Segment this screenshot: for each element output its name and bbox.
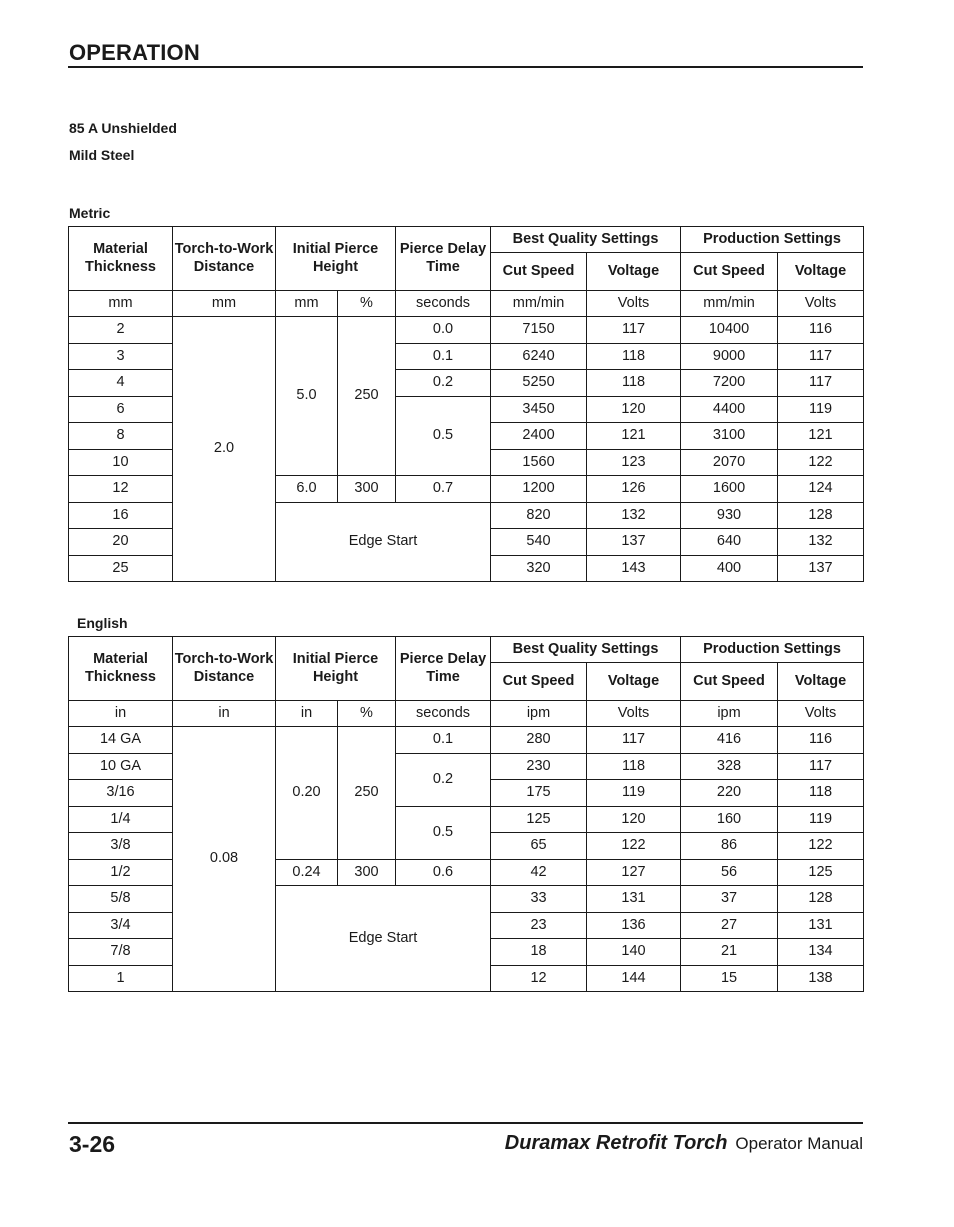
bq-speed-cell: 42 — [491, 859, 587, 886]
unit-cell: ipm — [491, 701, 587, 727]
bq-voltage-cell: 140 — [587, 939, 681, 966]
pr-speed-cell: 10400 — [681, 317, 778, 344]
pr-speed-cell: 4400 — [681, 396, 778, 423]
pierce-percent-cell: 250 — [338, 727, 396, 860]
unit-cell: seconds — [396, 291, 491, 317]
bq-voltage-cell: 136 — [587, 912, 681, 939]
pr-voltage-cell: 118 — [778, 780, 864, 807]
pierce-height-cell: 5.0 — [276, 317, 338, 476]
thickness-cell: 4 — [69, 370, 173, 397]
bq-voltage-cell: 120 — [587, 396, 681, 423]
english-caption: English — [77, 615, 128, 631]
header-torch-to-work: Torch-to-Work Distance — [173, 637, 276, 701]
pierce-percent-cell: 300 — [338, 859, 396, 886]
bq-voltage-cell: 144 — [587, 965, 681, 992]
pr-voltage-cell: 131 — [778, 912, 864, 939]
pr-speed-cell: 3100 — [681, 423, 778, 450]
bq-voltage-cell: 121 — [587, 423, 681, 450]
footer-product — [505, 1132, 863, 1155]
unit-cell: Volts — [587, 291, 681, 317]
delay-cell: 0.5 — [396, 396, 491, 476]
pr-voltage-cell: 117 — [778, 753, 864, 780]
bq-voltage-cell: 118 — [587, 343, 681, 370]
unit-cell: % — [338, 701, 396, 727]
header-best-quality: Best Quality Settings — [491, 637, 681, 663]
manual-name: Operator Manual — [735, 1134, 863, 1153]
thickness-cell: 6 — [69, 396, 173, 423]
thickness-cell: 10 GA — [69, 753, 173, 780]
metric-caption: Metric — [69, 205, 111, 221]
page-title: OPERATION — [69, 40, 200, 65]
bq-voltage-cell: 118 — [587, 370, 681, 397]
delay-cell: 0.0 — [396, 317, 491, 344]
thickness-cell: 2 — [69, 317, 173, 344]
header-initial-pierce-height: Initial Pierce Height — [276, 637, 396, 701]
bq-speed-cell: 5250 — [491, 370, 587, 397]
units-row — [69, 701, 864, 727]
pr-voltage-cell: 125 — [778, 859, 864, 886]
thickness-cell: 3/8 — [69, 833, 173, 860]
pr-speed-cell: 640 — [681, 529, 778, 556]
thickness-cell: 3 — [69, 343, 173, 370]
bq-speed-cell: 820 — [491, 502, 587, 529]
unit-cell: mm — [69, 291, 173, 317]
pr-speed-cell: 7200 — [681, 370, 778, 397]
pr-speed-cell: 37 — [681, 886, 778, 913]
bq-speed-cell: 65 — [491, 833, 587, 860]
table-row — [69, 317, 864, 344]
bq-speed-cell: 3450 — [491, 396, 587, 423]
unit-cell: in — [276, 701, 338, 727]
unit-cell: % — [338, 291, 396, 317]
bq-voltage-cell: 126 — [587, 476, 681, 503]
pr-voltage-cell: 117 — [778, 370, 864, 397]
pr-speed-cell: 220 — [681, 780, 778, 807]
unit-cell: in — [69, 701, 173, 727]
table-row — [69, 727, 864, 754]
unit-cell: Volts — [778, 291, 864, 317]
footer-rule — [68, 1122, 863, 1124]
header-cut-speed: Cut Speed — [681, 663, 778, 701]
units-row — [69, 291, 864, 317]
pr-voltage-cell: 134 — [778, 939, 864, 966]
pr-speed-cell: 160 — [681, 806, 778, 833]
thickness-cell: 8 — [69, 423, 173, 450]
pr-speed-cell: 328 — [681, 753, 778, 780]
pr-speed-cell: 416 — [681, 727, 778, 754]
bq-speed-cell: 18 — [491, 939, 587, 966]
pr-speed-cell: 27 — [681, 912, 778, 939]
edge-start-cell: Edge Start — [276, 502, 491, 582]
bq-speed-cell: 7150 — [491, 317, 587, 344]
pierce-percent-cell: 250 — [338, 317, 396, 476]
delay-cell: 0.1 — [396, 727, 491, 754]
delay-cell: 0.1 — [396, 343, 491, 370]
header-material-thickness: Material Thickness — [69, 637, 173, 701]
unit-cell: mm/min — [681, 291, 778, 317]
pr-voltage-cell: 121 — [778, 423, 864, 450]
header-initial-pierce-height: Initial Pierce Height — [276, 227, 396, 291]
bq-speed-cell: 1560 — [491, 449, 587, 476]
delay-cell: 0.6 — [396, 859, 491, 886]
thickness-cell: 20 — [69, 529, 173, 556]
pr-voltage-cell: 119 — [778, 806, 864, 833]
pr-voltage-cell: 132 — [778, 529, 864, 556]
pr-voltage-cell: 122 — [778, 449, 864, 476]
bq-voltage-cell: 132 — [587, 502, 681, 529]
thickness-cell: 14 GA — [69, 727, 173, 754]
english-table — [68, 636, 864, 992]
bq-voltage-cell: 143 — [587, 555, 681, 582]
bq-voltage-cell: 118 — [587, 753, 681, 780]
bq-speed-cell: 125 — [491, 806, 587, 833]
bq-voltage-cell: 137 — [587, 529, 681, 556]
pierce-percent-cell: 300 — [338, 476, 396, 503]
thickness-cell: 10 — [69, 449, 173, 476]
header-pierce-delay: Pierce Delay Time — [396, 227, 491, 291]
pierce-height-cell: 6.0 — [276, 476, 338, 503]
header-torch-to-work: Torch-to-Work Distance — [173, 227, 276, 291]
header-voltage: Voltage — [587, 663, 681, 701]
header-voltage: Voltage — [778, 253, 864, 291]
header-voltage: Voltage — [587, 253, 681, 291]
thickness-cell: 5/8 — [69, 886, 173, 913]
thickness-cell: 7/8 — [69, 939, 173, 966]
header-cut-speed: Cut Speed — [491, 253, 587, 291]
bq-voltage-cell: 127 — [587, 859, 681, 886]
thickness-cell: 1/2 — [69, 859, 173, 886]
product-name: Duramax Retrofit Torch — [504, 1132, 728, 1154]
unit-cell: Volts — [587, 701, 681, 727]
bq-speed-cell: 2400 — [491, 423, 587, 450]
pr-voltage-cell: 122 — [778, 833, 864, 860]
pr-speed-cell: 56 — [681, 859, 778, 886]
pierce-height-cell: 0.24 — [276, 859, 338, 886]
pr-voltage-cell: 116 — [778, 317, 864, 344]
header-material-thickness: Material Thickness — [69, 227, 173, 291]
thickness-cell: 1/4 — [69, 806, 173, 833]
unit-cell: ipm — [681, 701, 778, 727]
pr-voltage-cell: 124 — [778, 476, 864, 503]
header-rule — [68, 66, 863, 68]
edge-start-cell: Edge Start — [276, 886, 491, 992]
metric-table — [68, 226, 864, 582]
bq-speed-cell: 12 — [491, 965, 587, 992]
material-label: Mild Steel — [69, 147, 135, 163]
thickness-cell: 25 — [69, 555, 173, 582]
bq-speed-cell: 6240 — [491, 343, 587, 370]
pr-speed-cell: 15 — [681, 965, 778, 992]
thickness-cell: 3/4 — [69, 912, 173, 939]
header-production: Production Settings — [681, 227, 864, 253]
unit-cell: mm — [173, 291, 276, 317]
pr-speed-cell: 930 — [681, 502, 778, 529]
bq-speed-cell: 280 — [491, 727, 587, 754]
header-pierce-delay: Pierce Delay Time — [396, 637, 491, 701]
unit-cell: Volts — [778, 701, 864, 727]
bq-speed-cell: 33 — [491, 886, 587, 913]
bq-voltage-cell: 120 — [587, 806, 681, 833]
bq-voltage-cell: 117 — [587, 317, 681, 344]
current-label: 85 A Unshielded — [69, 120, 177, 136]
pr-speed-cell: 1600 — [681, 476, 778, 503]
torch-distance-cell: 2.0 — [173, 317, 276, 582]
pr-voltage-cell: 128 — [778, 886, 864, 913]
pr-voltage-cell: 117 — [778, 343, 864, 370]
bq-voltage-cell: 123 — [587, 449, 681, 476]
bq-speed-cell: 23 — [491, 912, 587, 939]
thickness-cell: 12 — [69, 476, 173, 503]
header-best-quality: Best Quality Settings — [491, 227, 681, 253]
thickness-cell: 16 — [69, 502, 173, 529]
bq-speed-cell: 175 — [491, 780, 587, 807]
unit-cell: mm — [276, 291, 338, 317]
header-production: Production Settings — [681, 637, 864, 663]
thickness-cell: 3/16 — [69, 780, 173, 807]
pr-speed-cell: 2070 — [681, 449, 778, 476]
header-cut-speed: Cut Speed — [681, 253, 778, 291]
delay-cell: 0.2 — [396, 370, 491, 397]
bq-speed-cell: 1200 — [491, 476, 587, 503]
pr-voltage-cell: 119 — [778, 396, 864, 423]
pr-speed-cell: 9000 — [681, 343, 778, 370]
pr-speed-cell: 86 — [681, 833, 778, 860]
thickness-cell: 1 — [69, 965, 173, 992]
pr-voltage-cell: 128 — [778, 502, 864, 529]
unit-cell: mm/min — [491, 291, 587, 317]
bq-voltage-cell: 119 — [587, 780, 681, 807]
pr-voltage-cell: 137 — [778, 555, 864, 582]
bq-speed-cell: 540 — [491, 529, 587, 556]
unit-cell: seconds — [396, 701, 491, 727]
header-cut-speed: Cut Speed — [491, 663, 587, 701]
delay-cell: 0.5 — [396, 806, 491, 859]
pr-speed-cell: 21 — [681, 939, 778, 966]
pr-voltage-cell: 138 — [778, 965, 864, 992]
delay-cell: 0.2 — [396, 753, 491, 806]
pr-speed-cell: 400 — [681, 555, 778, 582]
bq-voltage-cell: 117 — [587, 727, 681, 754]
bq-voltage-cell: 131 — [587, 886, 681, 913]
delay-cell: 0.7 — [396, 476, 491, 503]
torch-distance-cell: 0.08 — [173, 727, 276, 992]
bq-speed-cell: 320 — [491, 555, 587, 582]
unit-cell: in — [173, 701, 276, 727]
header-voltage: Voltage — [778, 663, 864, 701]
pierce-height-cell: 0.20 — [276, 727, 338, 860]
bq-speed-cell: 230 — [491, 753, 587, 780]
pr-voltage-cell: 116 — [778, 727, 864, 754]
bq-voltage-cell: 122 — [587, 833, 681, 860]
page-number: 3-26 — [69, 1131, 116, 1157]
